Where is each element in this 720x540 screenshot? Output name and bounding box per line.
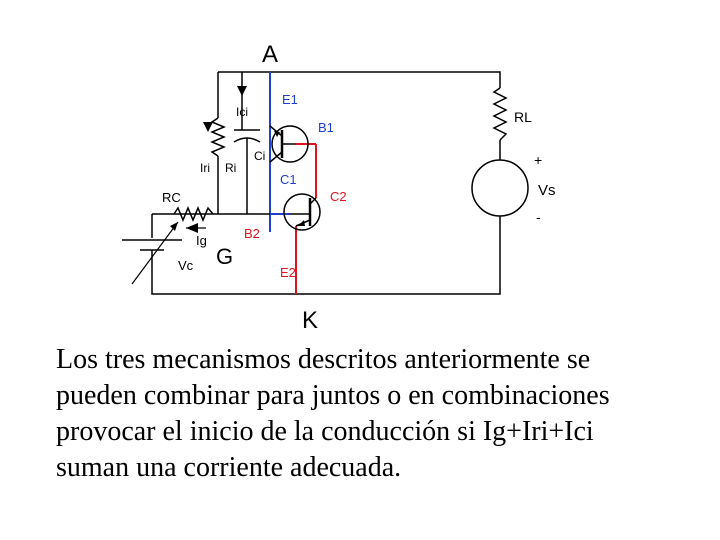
ri-label: Ri: [225, 161, 237, 175]
vs-plus-sign: +: [534, 152, 543, 168]
c2-label: C2: [330, 189, 347, 204]
b1-label: B1: [318, 120, 334, 135]
iri-arrow: [203, 122, 213, 132]
ici-label: Ici: [236, 105, 248, 119]
e1-label: E1: [282, 92, 298, 107]
caption-line: pueden combinar para juntos o en combinaciones: [56, 380, 610, 411]
vs-minus-sign: -: [536, 209, 541, 225]
vs-label: Vs: [538, 182, 556, 199]
transistor-npn-t2: [284, 194, 320, 230]
ig-label: Ig: [196, 233, 207, 248]
vc-label: Vc: [178, 258, 194, 273]
iri-label: Iri: [200, 161, 210, 175]
vc-variable-arrow: [132, 222, 178, 284]
ci-label: Ci: [254, 149, 266, 163]
c1-label: C1: [280, 172, 297, 187]
rc-label: RC: [162, 190, 181, 205]
ici-arrow: [237, 86, 247, 96]
caption-line: suman una corriente adecuada.: [56, 452, 402, 483]
node-a-label: A: [262, 41, 279, 68]
node-g-label: G: [216, 244, 234, 269]
caption-text: [56, 342, 706, 486]
rl-resistor: [494, 88, 506, 140]
rl-label: RL: [514, 109, 532, 125]
caption-line: Los tres mecanismos descritos anteriormente se: [56, 344, 591, 375]
ri-resistor: [212, 118, 224, 156]
node-k-label: K: [302, 307, 319, 330]
vs-source-circle: [472, 160, 528, 216]
caption-line: provocar el inicio de la conducción si Ig+Iri+Ici: [56, 416, 594, 447]
outer-wiring: [152, 72, 500, 294]
e2-label: E2: [280, 265, 296, 280]
b2-label: B2: [244, 226, 260, 241]
vc-variable-arrowhead: [170, 222, 178, 231]
